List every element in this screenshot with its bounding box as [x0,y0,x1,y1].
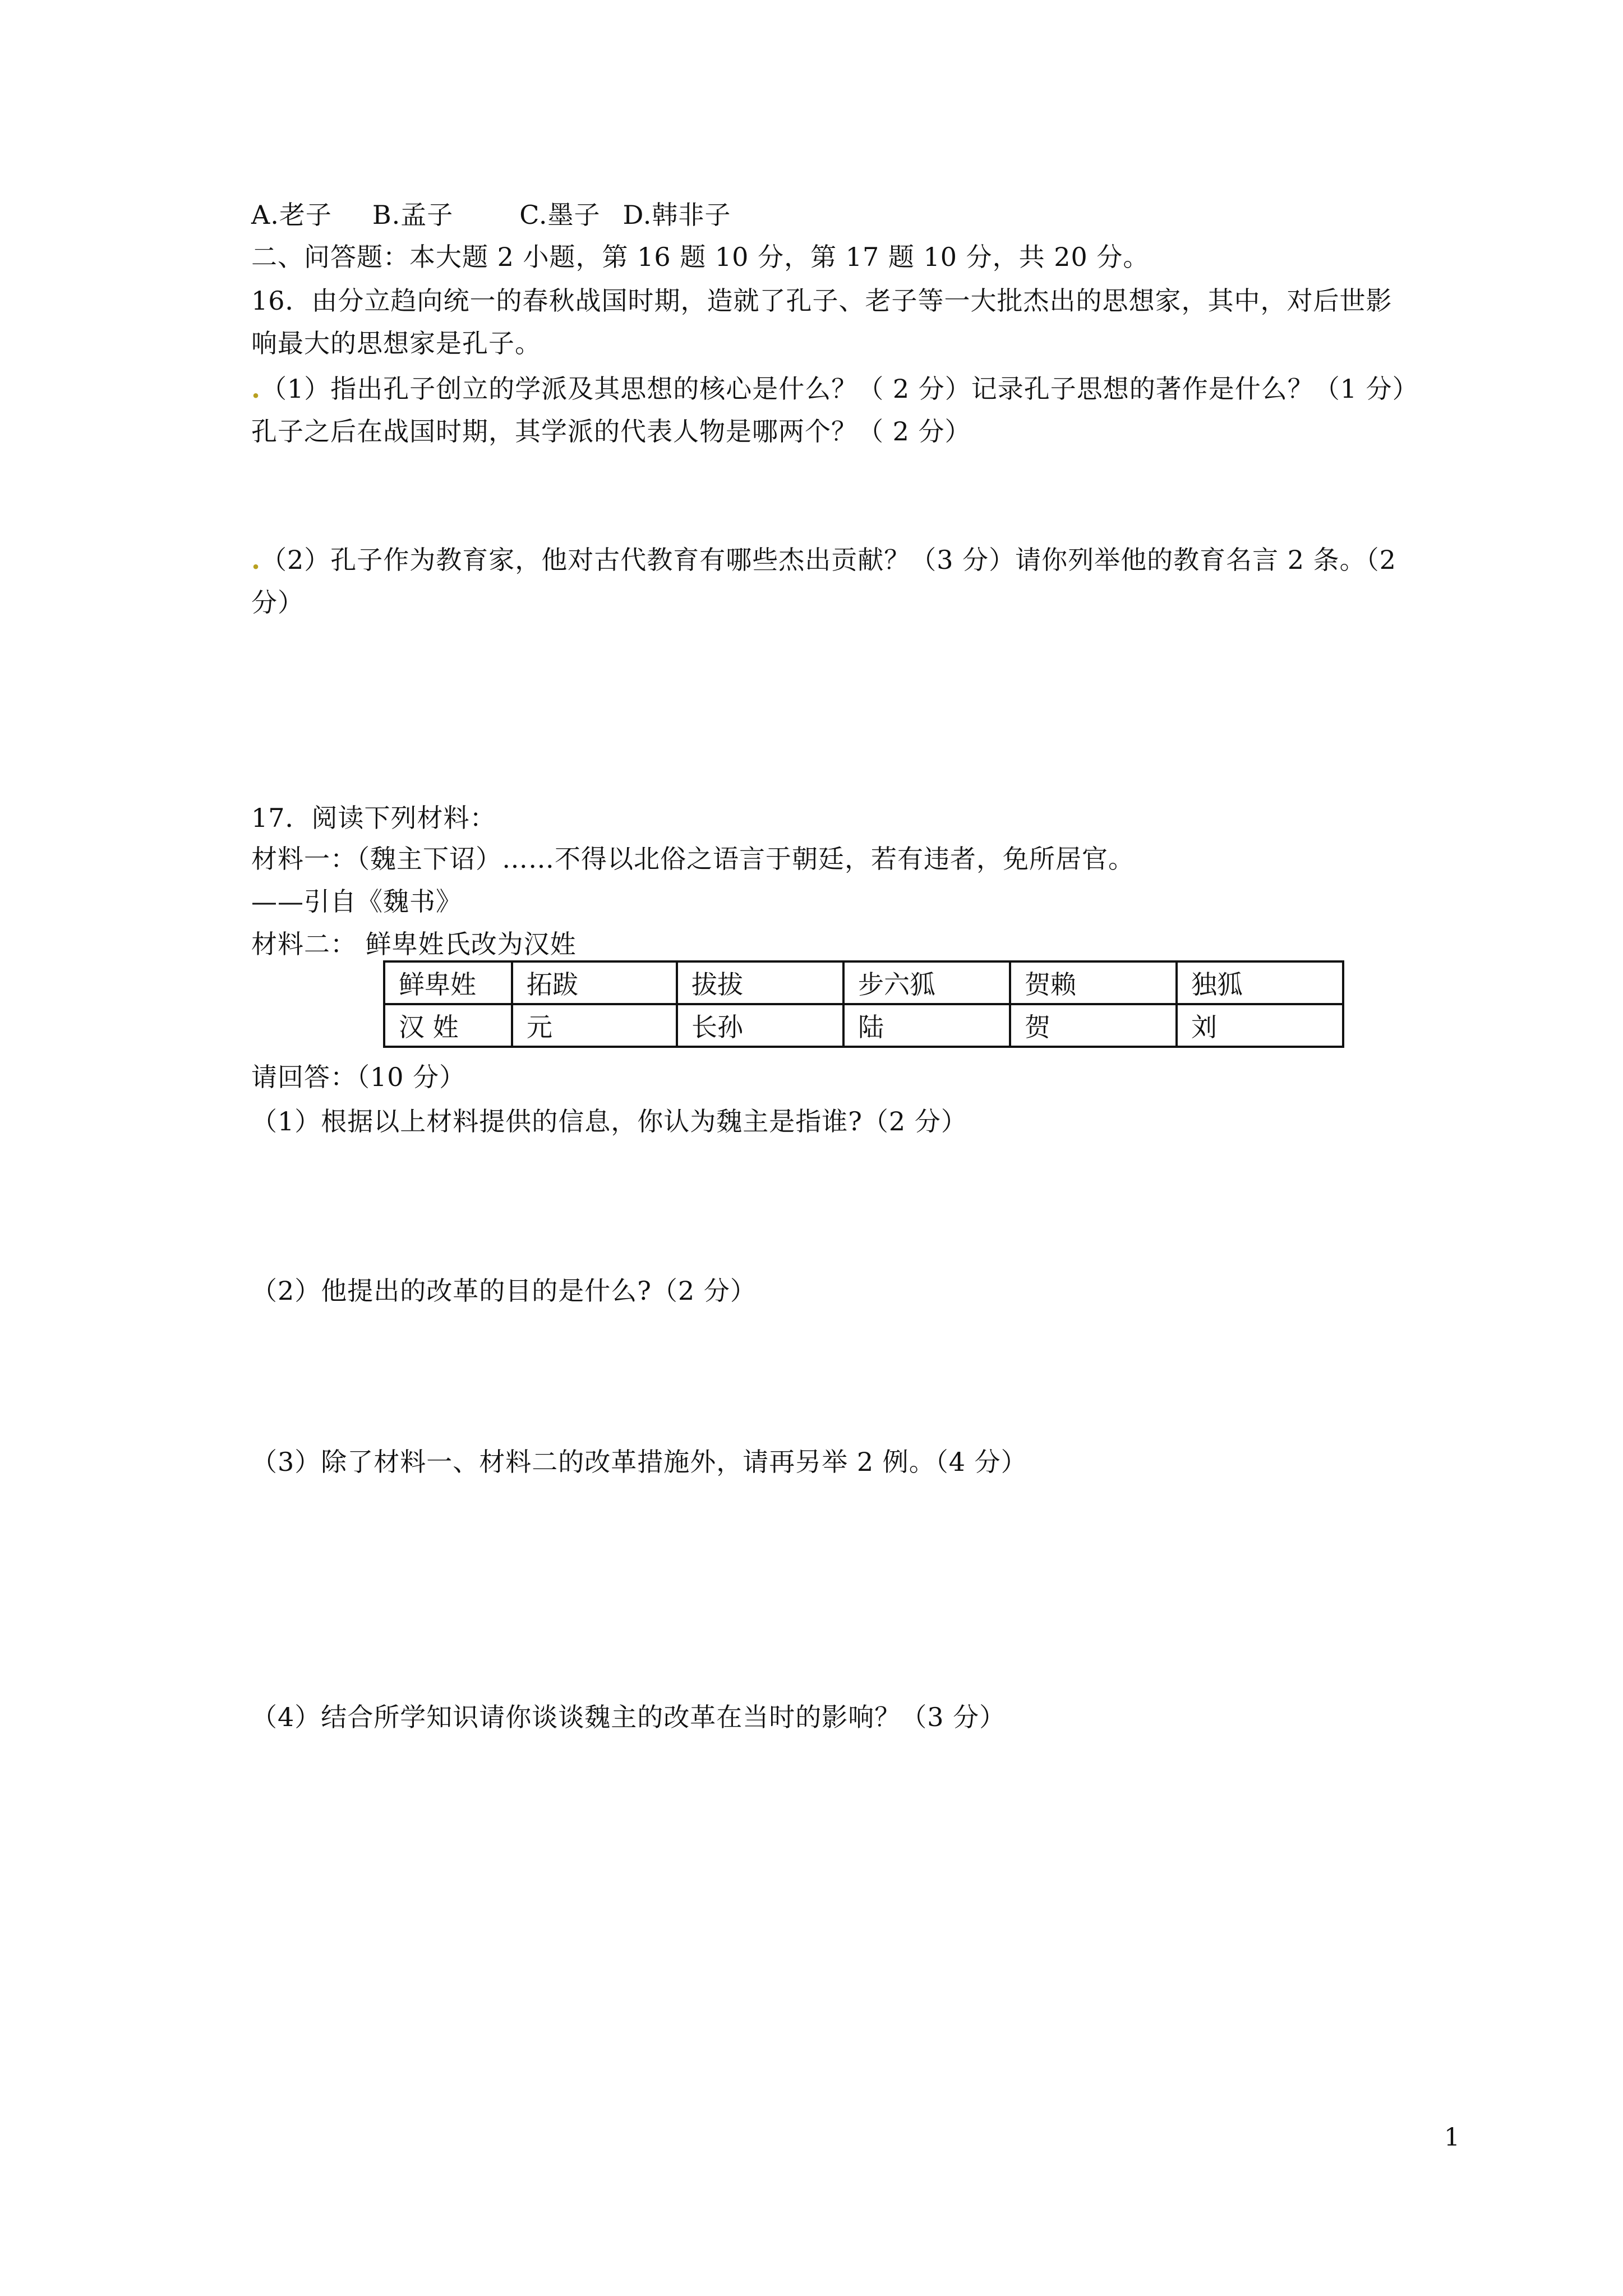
table-cell: 长孙 [677,1004,843,1047]
q17-stem: 17．阅读下列材料： [251,803,496,833]
q17-answer-prompt: 请回答：（10 分） [251,1062,466,1092]
q17-sub2: （2）他提出的改革的目的是什么?（2 分） [251,1276,757,1306]
option-c: C.墨子 [519,200,601,230]
table-cell: 鲜卑姓 [384,961,512,1004]
option-b: B.孟子 [372,200,454,230]
question-marker: . [251,545,261,575]
q16-part2-line1 [251,542,1396,577]
q16-stem-line1: 16．由分立趋向统一的春秋战国时期，造就了孔子、老子等一大批杰出的思想家，其中，对后世影 [251,286,1393,316]
table-cell: 刘 [1177,1004,1343,1047]
option-a: A.老子 [251,200,332,230]
table-row [384,961,1343,1004]
table-row [384,1004,1343,1047]
table-cell: 陆 [843,1004,1010,1047]
q16-stem-line2: 响最大的思想家是孔子。 [251,328,541,358]
section-two-heading: 二、问答题：本大题 2 小题，第 16 题 10 分，第 17 题 10 分，共 20 分。 [251,242,1150,272]
table-cell: 步六狐 [843,961,1010,1004]
page-number: 1 [1444,2123,1460,2152]
table-cell: 拓跋 [512,961,677,1004]
question-marker: . [251,374,261,404]
option-d: D.韩非子 [623,200,731,230]
q16-part1-line1 [251,371,1419,406]
q17-material1-source: ——引自《魏书》 [251,886,462,917]
table-cell: 贺 [1010,1004,1177,1047]
table-cell: 独狐 [1177,961,1343,1004]
table-cell: 元 [512,1004,677,1047]
q17-sub1: （1）根据以上材料提供的信息，你认为魏主是指谁?（2 分） [251,1106,967,1137]
table-cell: 拔拔 [677,961,843,1004]
q17-material2-title: 材料二： 鲜卑姓氏改为汉姓 [251,929,577,959]
table-cell: 汉 姓 [384,1004,512,1047]
q16-part2-text: （2）孔子作为教育家，他对古代教育有哪些杰出贡献？（3 分）请你列举他的教育名言 2 条。（2 [261,545,1396,575]
q17-material1: 材料一：（魏主下诏）……不得以北俗之语言于朝廷，若有违者，免所居官。 [251,844,1135,874]
q17-sub3: （3）除了材料一、材料二的改革措施外，请再另举 2 例。（4 分） [251,1447,1027,1477]
q16-part1-text: （1）指出孔子创立的学派及其思想的核心是什么？（ 2 分）记录孔子思想的著作是什么？（1 分） [261,374,1419,404]
q16-part2-line2: 分） [251,587,304,618]
options-line [251,197,731,232]
surname-table [383,960,1344,1048]
table-cell: 贺赖 [1010,961,1177,1004]
q16-part1-line2: 孔子之后在战国时期，其学派的代表人物是哪两个？（ 2 分） [251,416,971,447]
q17-sub4: （4）结合所学知识请你谈谈魏主的改革在当时的影响？（3 分） [251,1702,1006,1732]
